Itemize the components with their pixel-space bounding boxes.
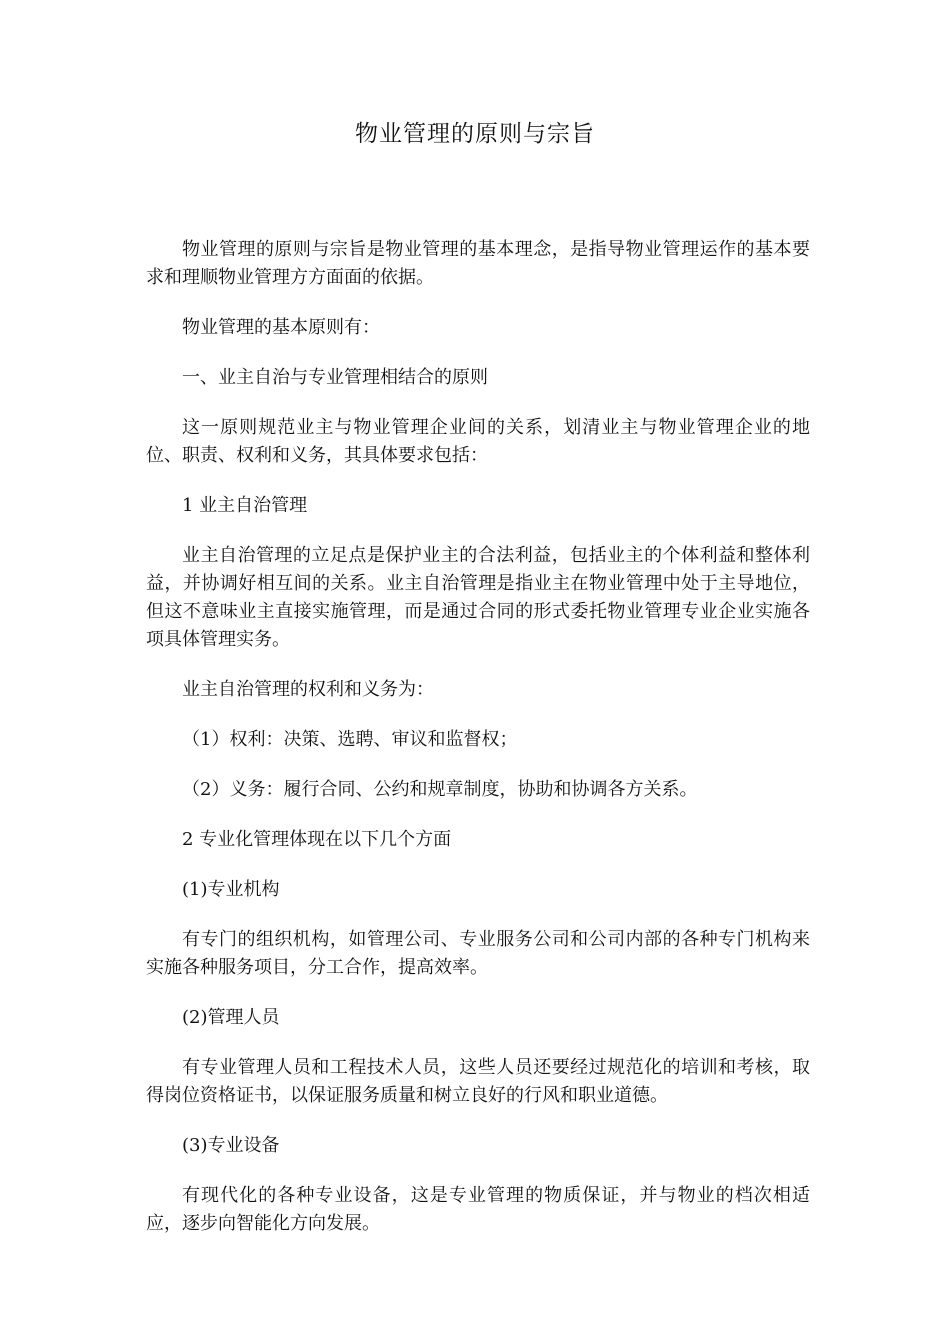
paragraph-management-staff: 有专业管理人员和工程技术人员，这些人员还要经过规范化的培训和考核，取得岗位资格证书，以保证服务质量和树立良好的行风和职业道德。 — [146, 1057, 810, 1106]
paragraph-rights-obligations-intro: 业主自治管理的权利和义务为： — [182, 679, 434, 700]
subheading-owner-self-governance: 1 业主自治管理 — [182, 495, 308, 516]
paragraph-self-governance-detail: 业主自治管理的立足点是保护业主的合法利益，包括业主的个体利益和整体利益，并协调好相互间的关系。业主自治管理是指业主在物业管理中处于主导地位，但这不意味业主直接实施管理，而是通过合同的形式委托物业管理专业企业实施各项具体管理实务。 — [146, 545, 810, 650]
document-title: 物业管理的原则与宗旨 — [355, 121, 595, 147]
paragraph-professional-organization: 有专门的组织机构，如管理公司、专业服务公司和公司内部的各种专门机构来实施各种服务项目，分工合作，提高效率。 — [146, 929, 810, 978]
item-heading-professional-equipment: (3)专业设备 — [182, 1135, 280, 1156]
paragraph-principle-description: 这一原则规范业主与物业管理企业间的关系，划清业主与物业管理企业的地位、职责、权利和义务，其具体要求包括： — [146, 417, 810, 466]
item-heading-professional-organization: (1)专业机构 — [182, 879, 280, 900]
list-item-obligations: （2）义务：履行合同、公约和规章制度，协助和协调各方关系。 — [182, 779, 698, 800]
item-heading-management-staff: (2)管理人员 — [182, 1007, 280, 1028]
subheading-professional-management: 2 专业化管理体现在以下几个方面 — [182, 829, 452, 850]
paragraph-basic-principles: 物业管理的基本原则有： — [182, 317, 380, 338]
list-item-rights: （1）权利：决策、选聘、审议和监督权； — [182, 729, 518, 750]
paragraph-professional-equipment: 有现代化的各种专业设备，这是专业管理的物质保证，并与物业的档次相适应，逐步向智能化方向发展。 — [146, 1185, 810, 1234]
section-heading-principle-one: 一、业主自治与专业管理相结合的原则 — [182, 367, 488, 388]
paragraph-intro: 物业管理的原则与宗旨是物业管理的基本理念，是指导物业管理运作的基本要求和理顺物业管理方方面面的依据。 — [146, 239, 810, 288]
document-body — [146, 236, 810, 1260]
